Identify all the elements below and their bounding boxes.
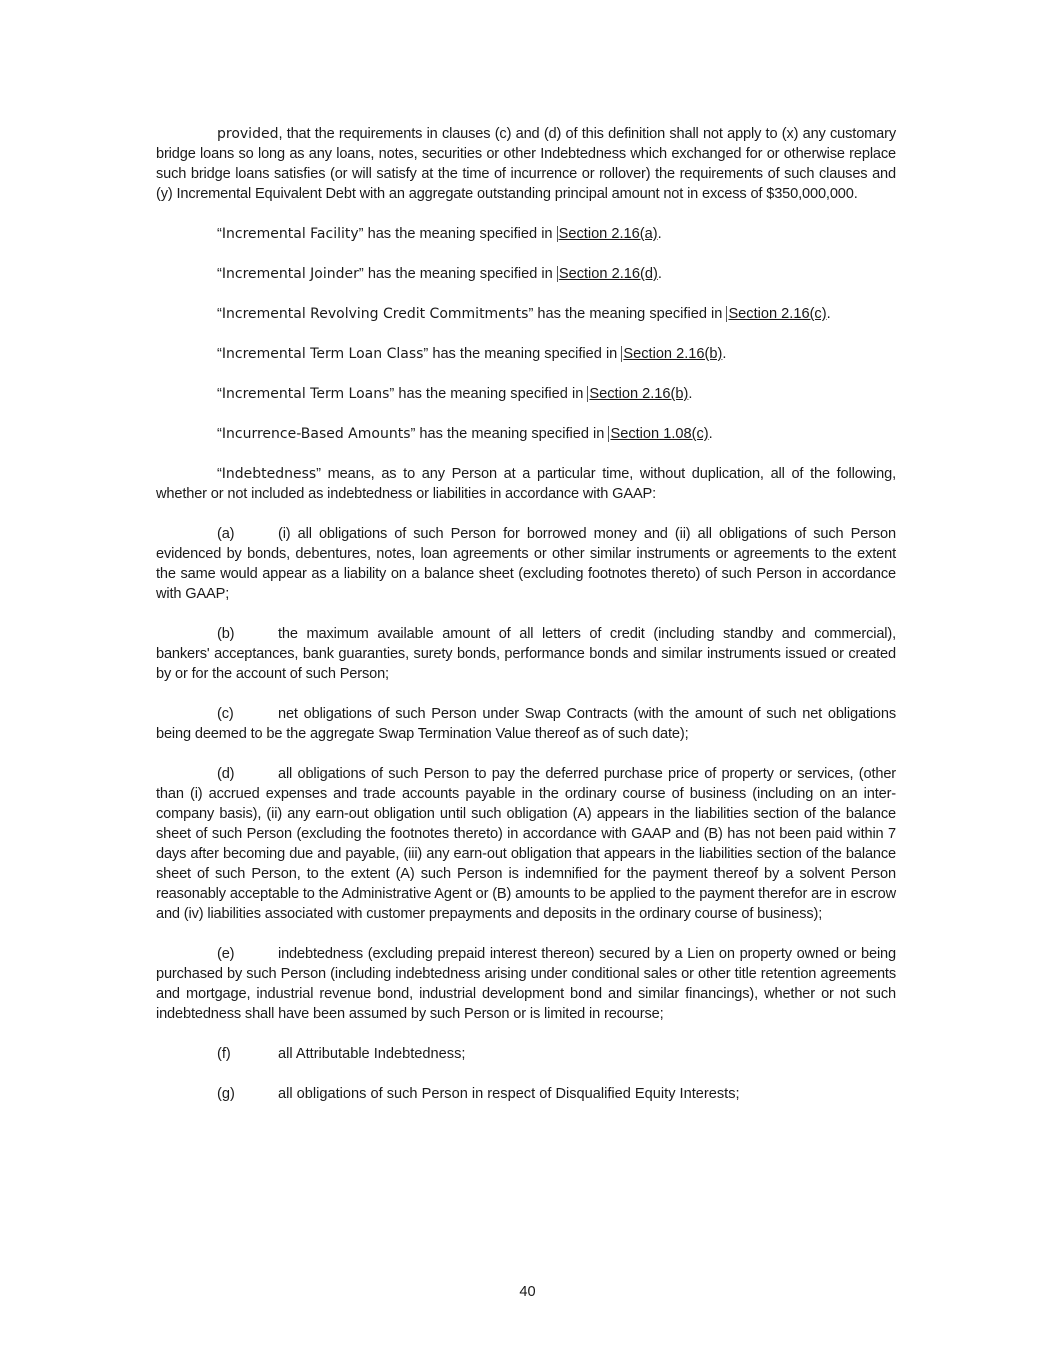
definition-text: has the meaning specified in	[367, 226, 553, 242]
clause-text: the maximum available amount of all letters of credit (including standby and commercial), bankers' acceptances, bank guaranties, surety bonds, performance bonds and similar instruments issued or created by or for the account of such Person;	[156, 626, 896, 682]
clause-a	[156, 524, 896, 604]
clause-d	[156, 764, 896, 924]
definition-incremental-joinder: “Incremental Joinder” has the meaning specified in Section 2.16(d).	[217, 266, 662, 282]
clause-label: (c)	[217, 706, 234, 722]
clause-b	[156, 624, 896, 684]
section-reference-link[interactable]: Section 2.16(d)	[558, 266, 658, 282]
clause-text: (i) all obligations of such Person for borrowed money and (ii) all obligations of such Person evidenced by bonds, debentures, notes, loan agreements or other similar instruments or agreements to the extent the same would appear as a liability on a balance sheet (excluding footnotes thereto) of such Person in accordance with GAAP;	[156, 526, 896, 602]
definition-term: Incremental Term Loan Class	[221, 346, 424, 362]
definition-incremental-term-loan-class: “Incremental Term Loan Class” has the meaning specified in Section 2.16(b).	[217, 346, 727, 362]
definition-incremental-revolving-credit-commitments: “Incremental Revolving Credit Commitments” has the meaning specified in Section 2.16(c).	[217, 306, 831, 322]
clause-g	[156, 1084, 896, 1104]
definition-term: Incremental Joinder	[221, 266, 359, 282]
clause-text: net obligations of such Person under Swap Contracts (with the amount of such net obligations being deemed to be the aggregate Swap Termination Value thereof as of such date);	[156, 706, 896, 742]
definition-text: has the meaning specified in	[367, 266, 553, 282]
clause-label: (a)	[217, 526, 235, 542]
clause-text: all obligations of such Person to pay the deferred purchase price of property or services, (other than (i) accrued expenses and trade accounts payable in the ordinary course of business (including on an inter-company basis), (ii) any earn-out obligation until such obligation (A) appears in the liabilities section of the balance sheet of such Person (excluding the footnotes thereto) in accordance with GAAP and (B) has not been paid within 7 days after becoming due and payable, (iii) any earn-out obligation that appears in the liabilities section of the balance sheet of such Person, to the extent (A) such Person is indemnified for the payment thereof by a solvent Person reasonably acceptable to the Administrative Agent or (B) amounts to be applied to the payment therefor are in escrow and (iv) liabilities associated with customer prepayments and deposits in the ordinary course of business);	[156, 766, 896, 922]
proviso-paragraph	[156, 124, 896, 204]
section-reference-link[interactable]: Section 2.16(a)	[558, 226, 658, 242]
page-number: 40	[519, 1284, 536, 1300]
definition-term: Incremental Revolving Credit Commitments	[221, 306, 529, 322]
clause-label: (f)	[217, 1046, 231, 1062]
definition-indebtedness: “Indebtedness” means, as to any Person at a particular time, without duplication, all of the following, whether or not included as indebtedness or liabilities in accordance with GAAP:	[156, 466, 896, 502]
definition-term: Indebtedness	[221, 466, 317, 482]
section-reference-link[interactable]: Section 2.16(b)	[589, 386, 689, 402]
clause-label: (g)	[217, 1086, 235, 1102]
clause-e	[156, 944, 896, 1024]
clause-label: (d)	[217, 766, 235, 782]
definition-term: Incremental Facility	[221, 226, 359, 242]
definition-text: has the meaning specified in	[398, 386, 584, 402]
clause-f	[156, 1044, 896, 1064]
clause-c	[156, 704, 896, 744]
definition-text: has the meaning specified in	[432, 346, 618, 362]
clause-label: (e)	[217, 946, 235, 962]
section-reference-link[interactable]: Section 2.16(c)	[728, 306, 827, 322]
definition-incremental-term-loans: “Incremental Term Loans” has the meaning specified in Section 2.16(b).	[217, 386, 693, 402]
definition-term: Incremental Term Loans	[221, 386, 390, 402]
proviso-lead-word: provided	[217, 126, 279, 142]
definition-text: has the meaning specified in	[537, 306, 723, 322]
clause-text: all Attributable Indebtedness;	[278, 1046, 466, 1062]
definition-incurrence-based-amounts: “Incurrence-Based Amounts” has the meaning specified in Section 1.08(c).	[217, 426, 713, 442]
section-reference-link[interactable]: Section 2.16(b)	[623, 346, 723, 362]
clause-text: all obligations of such Person in respect of Disqualified Equity Interests;	[278, 1086, 740, 1102]
definition-text: has the meaning specified in	[419, 426, 605, 442]
clause-label: (b)	[217, 626, 235, 642]
definition-text: means, as to any Person at a particular time, without duplication, all of the following, whether or not included as indebtedness or liabilities in accordance with GAAP:	[156, 466, 896, 502]
clause-text: indebtedness (excluding prepaid interest thereon) secured by a Lien on property owned or being purchased by such Person (including indebtedness arising under conditional sales or other title retention agreements and mortgage, industrial revenue bond, industrial development bond and similar financings), whether or not such indebtedness shall have been assumed by such Person or is limited in recourse;	[156, 946, 896, 1022]
document-body	[156, 124, 896, 1124]
definition-term: Incurrence-Based Amounts	[221, 426, 411, 442]
proviso-text: , that the requirements in clauses (c) and (d) of this definition shall not apply to (x) any customary bridge loans so long as any loans, notes, securities or other Indebtedness which exchanged for or otherwise replace such bridge loans satisfies (or will satisfy at the time of incurrence or rollover) the requirements of such clauses and (y) Incremental Equivalent Debt with an aggregate outstanding principal amount not in excess of $350,000,000.	[156, 126, 896, 202]
section-reference-link[interactable]: Section 1.08(c)	[610, 426, 709, 442]
definition-incremental-facility: “Incremental Facility” has the meaning specified in Section 2.16(a).	[217, 226, 662, 242]
